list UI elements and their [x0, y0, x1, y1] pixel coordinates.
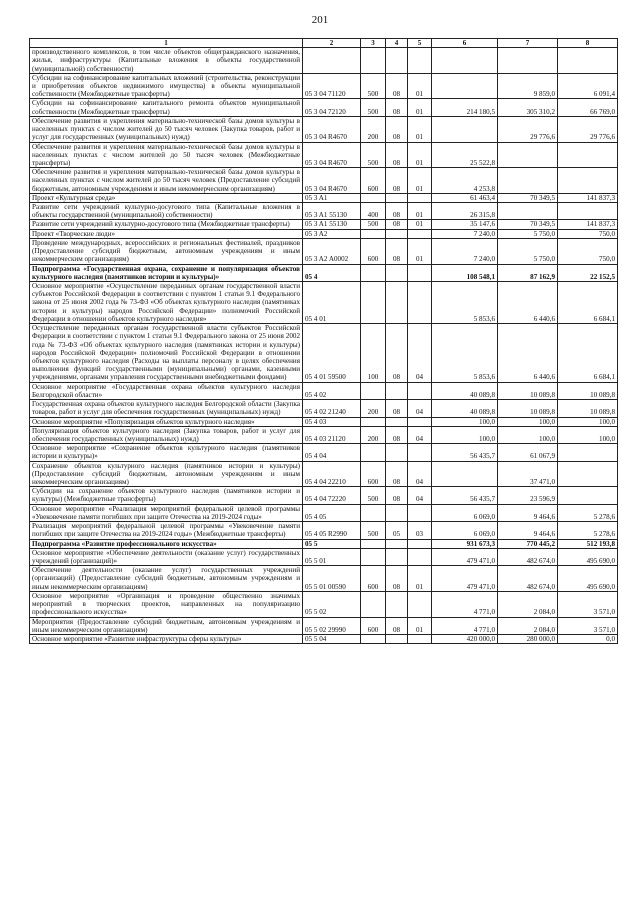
header-cell: 7 — [498, 39, 558, 48]
row-name-cell: Сохранение объектов культурного наследия (памятников истории и культуры) (Предоставление субсидий бюджетным, автономным учреждениям и иным некоммерческим организациям) — [30, 461, 303, 487]
section-cell — [386, 504, 408, 521]
table-row — [30, 548, 618, 565]
subsection-cell: 01 — [408, 220, 432, 229]
row-name-cell: Субсидии на сохранение объектов культурного наследия (памятников истории и культуры) (Межбюджетные трансферты) — [30, 487, 303, 504]
subsection-cell — [408, 591, 432, 617]
amount-year2-cell: 29 776,6 — [498, 116, 558, 142]
expense-type-cell: 200 — [361, 400, 386, 417]
section-cell: 08 — [386, 168, 408, 194]
classification-code-cell: 05 3 04 71120 — [303, 73, 361, 99]
classification-code-cell: 05 4 05 R2990 — [303, 522, 361, 539]
amount-year2-cell — [498, 168, 558, 194]
table-row — [30, 591, 618, 617]
amount-year2-cell: 9 859,0 — [498, 73, 558, 99]
amount-year1-cell: 479 471,0 — [432, 566, 498, 592]
classification-code-cell: 05 3 04 R4670 — [303, 168, 361, 194]
expense-type-cell: 500 — [361, 220, 386, 229]
row-name-cell: Обеспечение деятельности (оказание услуг) государственных учреждений (организаций) (Предоставление субсидий бюджетным, автономным учреждениям и иным некоммерческим организациям) — [30, 566, 303, 592]
row-name-cell: Основное мероприятие «Развитие инфраструктуры сферы культуры» — [30, 634, 303, 643]
header-cell: 8 — [558, 39, 618, 48]
section-cell — [386, 634, 408, 643]
section-cell: 08 — [386, 487, 408, 504]
subsection-cell: 01 — [408, 142, 432, 168]
row-name-cell: Обеспечение развития и укрепления материально-технической базы домов культуры в населенных пунктах с числом жителей до 50 тысяч человек (Закупка товаров, работ и услуг для государственных (муниципальных) нужд) — [30, 116, 303, 142]
amount-year1-cell: 4 253,8 — [432, 168, 498, 194]
row-name-cell: Основное мероприятие «Организация и проведение общественно значимых мероприятий в творческих проектов, направленных на популяризацию профессионального искусства» — [30, 591, 303, 617]
amount-year3-cell: 3 571,0 — [558, 591, 618, 617]
amount-year3-cell: 750,0 — [558, 238, 618, 264]
section-cell: 08 — [386, 566, 408, 592]
section-cell — [386, 444, 408, 461]
table-row — [30, 617, 618, 634]
subsection-cell: 03 — [408, 522, 432, 539]
classification-code-cell: 05 4 02 21240 — [303, 400, 361, 417]
classification-code-cell: 05 4 02 — [303, 382, 361, 399]
amount-year1-cell — [432, 116, 498, 142]
header-cell: 6 — [432, 39, 498, 48]
amount-year3-cell — [558, 142, 618, 168]
row-name-cell: Основное мероприятие «Государственная охрана объектов культурного наследия Белгородской области» — [30, 382, 303, 399]
amount-year2-cell: 5 750,0 — [498, 238, 558, 264]
header-cell: 2 — [303, 39, 361, 48]
table-row — [30, 444, 618, 461]
classification-code-cell: 05 3 A1 55130 — [303, 203, 361, 220]
subsection-cell — [408, 264, 432, 281]
amount-year3-cell: 66 769,0 — [558, 99, 618, 116]
subsection-cell: 01 — [408, 168, 432, 194]
amount-year2-cell: 61 067,9 — [498, 444, 558, 461]
amount-year3-cell — [558, 444, 618, 461]
subsection-cell — [408, 193, 432, 202]
amount-year2-cell: 6 440,6 — [498, 324, 558, 383]
section-cell: 08 — [386, 238, 408, 264]
classification-code-cell: 05 4 04 — [303, 444, 361, 461]
row-name-cell: Проведение международных, всероссийских и региональных фестивалей, праздников (Предоставление субсидий бюджетным, автономным учреждениям и иным некоммерческим организациям) — [30, 238, 303, 264]
expense-type-cell: 600 — [361, 566, 386, 592]
classification-code-cell: 05 5 01 00590 — [303, 566, 361, 592]
page-number: 201 — [311, 14, 329, 26]
row-name-cell: Субсидии на софинансирование капитальных вложений (строительства, реконструкции и приобретения объектов недвижимого имущества) в объекты муниципальной собственности (Межбюджетные трансферты) — [30, 73, 303, 99]
row-name-cell: Мероприятия (Предоставление субсидий бюджетным, автономным учреждениям и иным некоммерческим организациям) — [30, 617, 303, 634]
amount-year3-cell: 0,0 — [558, 634, 618, 643]
section-cell — [386, 282, 408, 324]
amount-year1-cell: 25 522,8 — [432, 142, 498, 168]
expense-type-cell: 200 — [361, 116, 386, 142]
amount-year2-cell: 10 089,8 — [498, 400, 558, 417]
amount-year3-cell: 141 837,3 — [558, 220, 618, 229]
amount-year3-cell: 29 776,6 — [558, 116, 618, 142]
expense-type-cell — [361, 504, 386, 521]
expense-type-cell — [361, 548, 386, 565]
classification-code-cell: 05 5 02 29990 — [303, 617, 361, 634]
section-cell — [386, 539, 408, 548]
table-row — [30, 229, 618, 238]
section-cell — [386, 264, 408, 281]
budget-table — [29, 38, 618, 644]
row-name-cell: Обеспечение развития и укрепления материально-технической базы домов культуры в населенных пунктах с числом жителей до 50 тысяч человек (Межбюджетные трансферты) — [30, 142, 303, 168]
subsection-cell: 04 — [408, 487, 432, 504]
expense-type-cell: 100 — [361, 324, 386, 383]
amount-year2-cell: 23 596,9 — [498, 487, 558, 504]
amount-year1-cell: 6 069,0 — [432, 522, 498, 539]
table-row — [30, 116, 618, 142]
subsection-cell — [408, 282, 432, 324]
amount-year2-cell: 100,0 — [498, 417, 558, 426]
amount-year2-cell: 5 750,0 — [498, 229, 558, 238]
row-name-cell: Развитие сети учреждений культурно-досугового типа (Межбюджетные трансферты) — [30, 220, 303, 229]
classification-code-cell: 05 4 — [303, 264, 361, 281]
section-cell: 08 — [386, 220, 408, 229]
amount-year1-cell: 479 471,0 — [432, 548, 498, 565]
subsection-cell: 01 — [408, 203, 432, 220]
amount-year1-cell: 7 240,0 — [432, 238, 498, 264]
row-name-cell: Обеспечение развития и укрепления материально-технической базы домов культуры в населенных пунктах с числом жителей до 50 тысяч человек (Предоставление субсидий бюджетным, автономным учреждениям и иным некоммерческим организациям) — [30, 168, 303, 194]
amount-year3-cell: 512 193,8 — [558, 539, 618, 548]
section-cell: 08 — [386, 461, 408, 487]
amount-year2-cell: 87 162,9 — [498, 264, 558, 281]
amount-year1-cell: 40 089,8 — [432, 382, 498, 399]
classification-code-cell: 05 5 01 — [303, 548, 361, 565]
section-cell: 05 — [386, 522, 408, 539]
amount-year1-cell: 108 548,1 — [432, 264, 498, 281]
subsection-cell — [408, 444, 432, 461]
section-cell: 08 — [386, 116, 408, 142]
row-name-cell: Основное мероприятие «Сохранение объектов культурного наследия (памятников истории и культуры)» — [30, 444, 303, 461]
amount-year2-cell — [498, 142, 558, 168]
section-cell — [386, 591, 408, 617]
expense-type-cell: 500 — [361, 142, 386, 168]
classification-code-cell: 05 5 04 — [303, 634, 361, 643]
table-row — [30, 264, 618, 281]
classification-code-cell: 05 3 A1 55130 — [303, 220, 361, 229]
amount-year2-cell: 482 674,0 — [498, 566, 558, 592]
subsection-cell: 01 — [408, 566, 432, 592]
amount-year1-cell: 5 853,6 — [432, 282, 498, 324]
classification-code-cell: 05 4 04 22210 — [303, 461, 361, 487]
expense-type-cell — [361, 444, 386, 461]
subsection-cell: 04 — [408, 426, 432, 443]
table-row — [30, 193, 618, 202]
table-row — [30, 461, 618, 487]
row-name-cell: Основное мероприятие «Осуществление переданных органам государственной власти субъектов Российской Федерации в соответствии с пунктом 1 статьи 9.1 Федерального закона от 25 июня 2002 года № 73-ФЗ «Об объектах культурного наследия (памятниках истории и культуры) народов Российской Федерации» полномочий Российской Федерации в отношении объектов культурного наследия» — [30, 282, 303, 324]
amount-year2-cell: 2 084,0 — [498, 591, 558, 617]
amount-year1-cell: 35 147,6 — [432, 220, 498, 229]
expense-type-cell — [361, 634, 386, 643]
subsection-cell — [408, 548, 432, 565]
subsection-cell — [408, 229, 432, 238]
table-row — [30, 522, 618, 539]
table-row — [30, 634, 618, 643]
table-row — [30, 203, 618, 220]
amount-year1-cell: 420 000,0 — [432, 634, 498, 643]
amount-year1-cell: 214 180,5 — [432, 99, 498, 116]
amount-year3-cell: 22 152,5 — [558, 264, 618, 281]
subsection-cell: 01 — [408, 116, 432, 142]
section-cell — [386, 48, 408, 74]
amount-year3-cell — [558, 487, 618, 504]
table-row — [30, 282, 618, 324]
amount-year3-cell: 495 690,0 — [558, 548, 618, 565]
header-cell: 4 — [386, 39, 408, 48]
amount-year2-cell: 770 445,2 — [498, 539, 558, 548]
amount-year1-cell: 6 069,0 — [432, 504, 498, 521]
classification-code-cell: 05 3 A1 — [303, 193, 361, 202]
section-cell — [386, 382, 408, 399]
expense-type-cell — [361, 417, 386, 426]
subsection-cell — [408, 417, 432, 426]
section-cell: 08 — [386, 617, 408, 634]
table-row — [30, 566, 618, 592]
table-row — [30, 48, 618, 74]
table-row — [30, 168, 618, 194]
amount-year2-cell: 9 464,6 — [498, 522, 558, 539]
classification-code-cell: 05 4 05 — [303, 504, 361, 521]
section-cell — [386, 193, 408, 202]
amount-year1-cell: 100,0 — [432, 417, 498, 426]
amount-year3-cell: 5 278,6 — [558, 522, 618, 539]
expense-type-cell — [361, 591, 386, 617]
amount-year2-cell — [498, 203, 558, 220]
classification-code-cell: 05 4 01 59500 — [303, 324, 361, 383]
amount-year1-cell: 5 853,6 — [432, 324, 498, 383]
amount-year1-cell: 56 435,7 — [432, 444, 498, 461]
amount-year2-cell: 100,0 — [498, 426, 558, 443]
row-name-cell: Подпрограмма «Государственная охрана, сохранение и популяризация объектов культурного наследия (памятников истории и культуры)» — [30, 264, 303, 281]
amount-year2-cell: 70 349,5 — [498, 220, 558, 229]
table-header — [30, 39, 618, 48]
subsection-cell: 01 — [408, 73, 432, 99]
amount-year2-cell: 482 674,0 — [498, 548, 558, 565]
expense-type-cell: 500 — [361, 487, 386, 504]
section-cell — [386, 417, 408, 426]
expense-type-cell: 500 — [361, 99, 386, 116]
amount-year3-cell: 3 571,0 — [558, 617, 618, 634]
classification-code-cell: 05 4 01 — [303, 282, 361, 324]
expense-type-cell: 600 — [361, 238, 386, 264]
expense-type-cell: 500 — [361, 522, 386, 539]
amount-year3-cell — [558, 168, 618, 194]
header-cell: 5 — [408, 39, 432, 48]
subsection-cell — [408, 382, 432, 399]
row-name-cell: Развитие сети учреждений культурно-досугового типа (Капитальные вложения в объекты государственной (муниципальной) собственности) — [30, 203, 303, 220]
amount-year2-cell: 2 084,0 — [498, 617, 558, 634]
amount-year3-cell: 10 089,8 — [558, 400, 618, 417]
subsection-cell: 04 — [408, 461, 432, 487]
row-name-cell: Основное мероприятие «Популяризация объектов культурного наследия» — [30, 417, 303, 426]
amount-year2-cell: 6 440,6 — [498, 282, 558, 324]
expense-type-cell: 500 — [361, 73, 386, 99]
table-row — [30, 220, 618, 229]
subsection-cell: 01 — [408, 617, 432, 634]
section-cell — [386, 229, 408, 238]
row-name-cell: производственного комплексов, в том числе объектов общегражданского назначения, жилья, инфраструктуры (Капитальные вложения в объекты государственной (муниципальной) собственности) — [30, 48, 303, 74]
subsection-cell: 04 — [408, 400, 432, 417]
classification-code-cell: 05 4 03 — [303, 417, 361, 426]
classification-code-cell: 05 4 04 72220 — [303, 487, 361, 504]
table-row — [30, 142, 618, 168]
expense-type-cell — [361, 282, 386, 324]
expense-type-cell — [361, 539, 386, 548]
table-row — [30, 487, 618, 504]
section-cell: 08 — [386, 99, 408, 116]
amount-year1-cell: 61 463,4 — [432, 193, 498, 202]
expense-type-cell: 600 — [361, 617, 386, 634]
subsection-cell: 01 — [408, 99, 432, 116]
row-name-cell: Подпрограмма «Развитие профессионального искусства» — [30, 539, 303, 548]
expense-type-cell — [361, 382, 386, 399]
classification-code-cell: 05 5 — [303, 539, 361, 548]
amount-year3-cell: 750,0 — [558, 229, 618, 238]
amount-year3-cell: 6 091,4 — [558, 73, 618, 99]
amount-year1-cell: 4 771,0 — [432, 617, 498, 634]
row-name-cell: Проект «Творческие люди» — [30, 229, 303, 238]
table-row — [30, 539, 618, 548]
subsection-cell — [408, 539, 432, 548]
table-row — [30, 426, 618, 443]
table-row — [30, 504, 618, 521]
expense-type-cell — [361, 193, 386, 202]
row-name-cell: Осуществление переданных органам государственной власти субъектов Российской Федерации в соответствии с пунктом 1 статьи 9.1 Федерального закона от 25 июня 2002 года № 73-ФЗ «Об объектах культурного наследия (памятниках истории и культуры) народов Российской Федерации» полномочий Российской Федерации в отношении объектов культурного наследия (Расходы на выплаты персоналу в целях обеспечения выполнения функций государственными (муниципальными) органами, казенными учреждениями, органами управления государственными внебюджетными фондами) — [30, 324, 303, 383]
amount-year3-cell — [558, 203, 618, 220]
amount-year3-cell: 6 684,1 — [558, 324, 618, 383]
amount-year2-cell: 9 464,6 — [498, 504, 558, 521]
expense-type-cell — [361, 264, 386, 281]
table-row — [30, 400, 618, 417]
classification-code-cell: 05 3 04 R4670 — [303, 142, 361, 168]
amount-year3-cell: 10 089,8 — [558, 382, 618, 399]
section-cell: 08 — [386, 324, 408, 383]
amount-year1-cell: 931 673,3 — [432, 539, 498, 548]
amount-year3-cell: 495 690,0 — [558, 566, 618, 592]
table-row — [30, 382, 618, 399]
classification-code-cell: 05 3 A2 A0002 — [303, 238, 361, 264]
amount-year3-cell: 5 278,6 — [558, 504, 618, 521]
amount-year2-cell: 37 471,0 — [498, 461, 558, 487]
table-row — [30, 99, 618, 116]
row-name-cell: Реализация мероприятий федеральной целевой программы «Увековечение памяти погибших при защите Отечества на 2019-2024 годы» (Межбюджетные трансферты) — [30, 522, 303, 539]
expense-type-cell: 600 — [361, 461, 386, 487]
expense-type-cell: 400 — [361, 203, 386, 220]
subsection-cell — [408, 48, 432, 74]
header-cell: 1 — [30, 39, 303, 48]
subsection-cell — [408, 504, 432, 521]
amount-year1-cell: 40 089,8 — [432, 400, 498, 417]
header-cell: 3 — [361, 39, 386, 48]
classification-code-cell: 05 5 02 — [303, 591, 361, 617]
amount-year3-cell — [558, 48, 618, 74]
amount-year2-cell: 10 089,8 — [498, 382, 558, 399]
expense-type-cell: 600 — [361, 168, 386, 194]
amount-year2-cell: 305 310,2 — [498, 99, 558, 116]
section-cell: 08 — [386, 203, 408, 220]
classification-code-cell — [303, 48, 361, 74]
classification-code-cell: 05 3 04 72120 — [303, 99, 361, 116]
row-name-cell: Основное мероприятие «Реализация мероприятий федеральной целевой программы «Увековечение памяти погибших при защите Отечества на 2019-2024 годы» — [30, 504, 303, 521]
row-name-cell: Популяризация объектов культурного наследия (Закупка товаров, работ и услуг для обеспечения государственных (муниципальных) нужд) — [30, 426, 303, 443]
row-name-cell: Субсидии на софинансирование капитального ремонта объектов муниципальной собственности (Межбюджетные трансферты) — [30, 99, 303, 116]
amount-year3-cell: 141 837,3 — [558, 193, 618, 202]
row-name-cell: Основное мероприятие «Обеспечение деятельности (оказание услуг) государственных учреждений (организаций)» — [30, 548, 303, 565]
row-name-cell: Проект «Культурная среда» — [30, 193, 303, 202]
classification-code-cell: 05 3 A2 — [303, 229, 361, 238]
amount-year1-cell: 4 771,0 — [432, 591, 498, 617]
amount-year1-cell: 7 240,0 — [432, 229, 498, 238]
amount-year3-cell: 100,0 — [558, 417, 618, 426]
amount-year1-cell — [432, 48, 498, 74]
amount-year1-cell: 26 315,8 — [432, 203, 498, 220]
classification-code-cell: 05 3 04 R4670 — [303, 116, 361, 142]
amount-year2-cell: 280 000,0 — [498, 634, 558, 643]
amount-year2-cell: 70 349,5 — [498, 193, 558, 202]
table-row — [30, 324, 618, 383]
amount-year1-cell: 56 435,7 — [432, 487, 498, 504]
expense-type-cell — [361, 229, 386, 238]
amount-year1-cell: 100,0 — [432, 426, 498, 443]
section-cell — [386, 548, 408, 565]
amount-year1-cell — [432, 461, 498, 487]
amount-year1-cell — [432, 73, 498, 99]
section-cell: 08 — [386, 73, 408, 99]
amount-year3-cell: 6 684,1 — [558, 282, 618, 324]
classification-code-cell: 05 4 03 21120 — [303, 426, 361, 443]
section-cell: 08 — [386, 400, 408, 417]
expense-type-cell — [361, 48, 386, 74]
subsection-cell: 01 — [408, 238, 432, 264]
subsection-cell: 04 — [408, 324, 432, 383]
amount-year2-cell — [498, 48, 558, 74]
header-row — [30, 39, 618, 48]
expense-type-cell: 200 — [361, 426, 386, 443]
amount-year3-cell: 100,0 — [558, 426, 618, 443]
table-row — [30, 73, 618, 99]
table-row — [30, 417, 618, 426]
row-name-cell: Государственная охрана объектов культурного наследия Белгородской области (Закупка товаров, работ и услуг для обеспечения государственных (муниципальных) нужд) — [30, 400, 303, 417]
section-cell: 08 — [386, 426, 408, 443]
section-cell: 08 — [386, 142, 408, 168]
subsection-cell — [408, 634, 432, 643]
table-row — [30, 238, 618, 264]
amount-year3-cell — [558, 461, 618, 487]
table-body — [30, 48, 618, 644]
